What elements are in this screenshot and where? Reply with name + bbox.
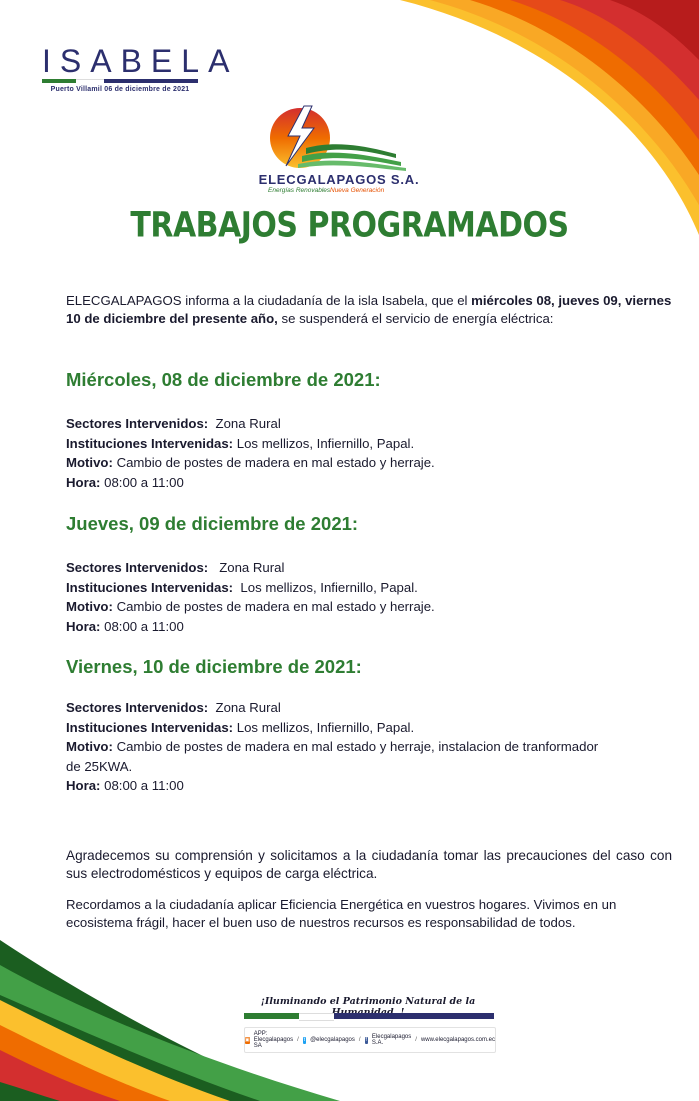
brand-color-bars bbox=[42, 79, 198, 83]
label-sectores: Sectores Intervenidos: bbox=[66, 416, 209, 431]
footer-slogan: ¡Iluminando el Patrimonio Natural de la bbox=[260, 996, 476, 1007]
label-instituciones: Instituciones Intervenidas: bbox=[66, 435, 234, 451]
hora-value: 08:00 a 11:00 bbox=[104, 778, 184, 793]
motivo-continuation: de 25KWA. bbox=[66, 758, 133, 774]
day-details-jueves bbox=[66, 558, 666, 636]
date-line: Puerto Villamil 06 de diciembre de 2021 bbox=[50, 86, 190, 93]
instituciones-value: Los mellizos, Infiernillo, Papal. bbox=[236, 719, 415, 735]
motivo-value: Cambio de postes de madera en mal estado y herraje. bbox=[116, 455, 435, 470]
day-details-viernes bbox=[66, 698, 666, 796]
intro-text-2: se suspenderá el servicio de energía eléctrica: bbox=[277, 311, 554, 326]
label-hora: Hora: bbox=[66, 474, 101, 490]
isabela-brand bbox=[42, 43, 239, 93]
footer-twitter[interactable]: @elecgalapagos bbox=[310, 1037, 355, 1043]
closing-paragraph-2: Recordamos a la ciudadanía aplicar Eficiencia Energética en vuestros hogares. Vivimos en un ecosistema frágil, hacer el buen uso de nuestros recursos es responsabilidad de todos. bbox=[66, 897, 617, 930]
day-heading-miercoles: Miércoles, 08 de diciembre de 2021: bbox=[66, 369, 381, 390]
sectores-value: Zona Rural bbox=[215, 700, 281, 715]
logo-tagline-new-generation: Nueva Generación bbox=[330, 187, 385, 194]
intro-text-1: ELECGALAPAGOS informa a la ciudadanía de la isla Isabela, que el bbox=[66, 293, 472, 308]
hora-value: 08:00 a 11:00 bbox=[104, 474, 184, 490]
closing-paragraph-1: Agradecemos su comprensión y solicitamos a la ciudadanía tomar las precauciones del caso con sus electrodomésticos y equipos de carga eléctrica. bbox=[66, 848, 672, 881]
motivo-value: Cambio de postes de madera en mal estado y herraje. bbox=[116, 599, 435, 614]
hora-value: 08:00 a 11:00 bbox=[104, 618, 184, 634]
instituciones-value: Los mellizos, Infiernillo, Papal. bbox=[236, 435, 415, 451]
label-instituciones: Instituciones Intervenidas: bbox=[66, 579, 234, 595]
label-hora: Hora: bbox=[66, 618, 101, 634]
page-title: TRABAJOS PROGRAMADOS bbox=[130, 205, 569, 246]
footer-app[interactable]: APP: Elecgalapagos SA bbox=[253, 1031, 294, 1049]
day-heading-jueves: Jueves, 09 de diciembre de 2021: bbox=[66, 513, 359, 534]
logo-tagline-renewables: Energías Renovables bbox=[268, 187, 331, 194]
footer-web[interactable]: www.elecgalapagos.com.ec bbox=[420, 1037, 495, 1043]
twitter-icon: t bbox=[303, 1036, 306, 1043]
logo-name: ELECGALAPAGOS S.A. bbox=[258, 172, 420, 187]
intro-dates: miércoles 08, jueves 09, viernes 10 de diciembre del presente año, bbox=[66, 293, 672, 326]
instituciones-value: Los mellizos, Infiernillo, Papal. bbox=[240, 579, 418, 595]
footer-color-bars bbox=[244, 1013, 494, 1019]
sectores-value: Zona Rural bbox=[215, 416, 281, 431]
footer-social-bar: ▣ APP: Elecgalapagos SA / t @elecgalapagos / f Elecgalapagos S.A. / www.elecgalapagos.com.ec bbox=[244, 1027, 496, 1053]
day-details-miercoles bbox=[66, 414, 666, 492]
label-sectores: Sectores Intervenidos: bbox=[66, 700, 209, 715]
label-motivo: Motivo: bbox=[66, 739, 113, 754]
label-hora: Hora: bbox=[66, 778, 101, 793]
day-heading-viernes: Viernes, 10 de diciembre de 2021: bbox=[66, 656, 362, 677]
label-motivo: Motivo: bbox=[66, 599, 113, 614]
label-instituciones: Instituciones Intervenidas: bbox=[66, 719, 234, 735]
motivo-value: Cambio de postes de madera en mal estado y herraje, instalacion de tranformador bbox=[116, 739, 599, 754]
brand-wordmark: ISABELA bbox=[42, 43, 239, 79]
facebook-icon: f bbox=[365, 1036, 367, 1043]
sectores-value: Zona Rural bbox=[219, 560, 285, 575]
label-sectores: Sectores Intervenidos: bbox=[66, 560, 209, 575]
footer-facebook[interactable]: Elecgalapagos S.A. bbox=[371, 1034, 412, 1046]
label-motivo: Motivo: bbox=[66, 455, 113, 470]
app-icon: ▣ bbox=[245, 1036, 250, 1043]
intro-paragraph bbox=[66, 292, 674, 328]
